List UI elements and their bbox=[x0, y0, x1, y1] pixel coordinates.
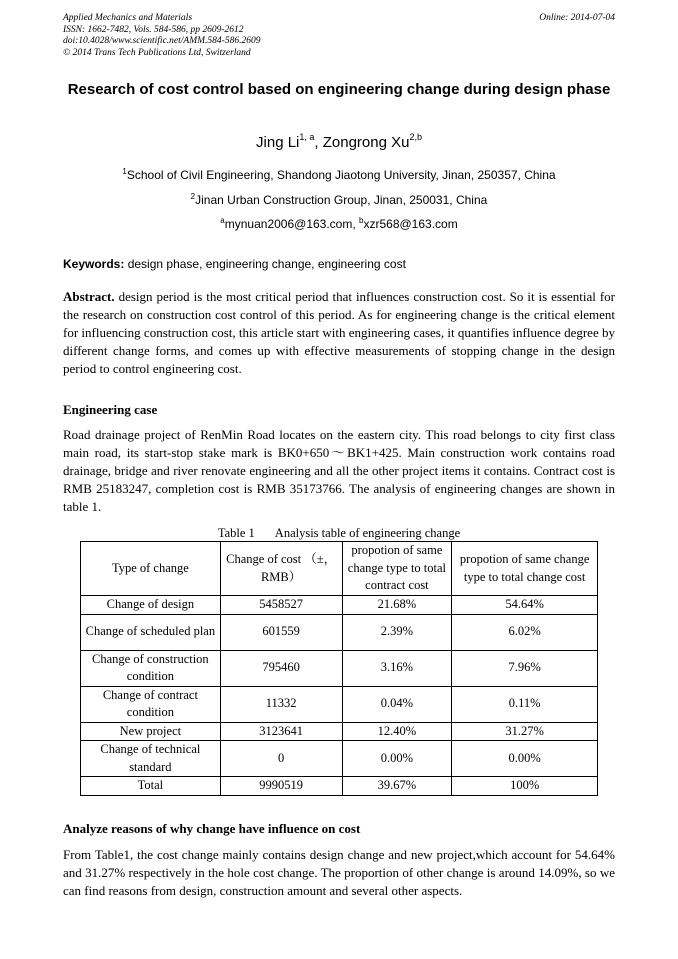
online-date: Online: 2014-07-04 bbox=[539, 13, 615, 23]
table-caption bbox=[63, 526, 615, 541]
table-cell: 0.04% bbox=[342, 686, 452, 722]
author-line bbox=[63, 134, 615, 151]
table-cell: Change of technical standard bbox=[81, 741, 221, 777]
table-header-cell: propotion of same change type to total change cost bbox=[452, 542, 598, 596]
table-row bbox=[81, 686, 598, 722]
affiliation-2 bbox=[63, 193, 615, 207]
table-cell: 0.00% bbox=[342, 741, 452, 777]
email-a: mynuan2006@163.com, bbox=[224, 217, 360, 231]
email-b: xzr568@163.com bbox=[363, 217, 458, 231]
section-body-engineering-case: Road drainage project of RenMin Road locates on the eastern city. This road belongs to city first class main road, its start-stop stake mark is BK0+650～BK1+425. Main construction work contains road drainage, bridge and river renovate engineering and all the other project items it contains. Contract cost is RMB 25183247, completion cost is RMB 35173766. The analysis of engineering changes are shown in table 1. bbox=[63, 427, 615, 514]
table-row bbox=[81, 722, 598, 741]
table-cell: 9990519 bbox=[220, 777, 342, 796]
abstract bbox=[63, 288, 615, 378]
keywords-label: Keywords: bbox=[63, 257, 125, 271]
affiliation-2-text: Jinan Urban Construction Group, Jinan, 250031, China bbox=[195, 193, 488, 207]
table-cell: 0.00% bbox=[452, 741, 598, 777]
affiliation-1 bbox=[63, 168, 615, 182]
table-row bbox=[81, 741, 598, 777]
table-caption-text: Analysis table of engineering change bbox=[274, 526, 461, 540]
journal-doi: doi:10.4028/www.scientific.net/AMM.584-586.2609 bbox=[63, 36, 261, 46]
table-cell: 795460 bbox=[220, 650, 342, 686]
table-cell: 39.67% bbox=[342, 777, 452, 796]
analysis-table bbox=[80, 541, 598, 796]
table-cell: 11332 bbox=[220, 686, 342, 722]
section-body-analyze-reasons: From Table1, the cost change mainly contains design change and new project,which account for 54.64% and 31.27% respectively in the hole cost change. The proportion of other change is around 14.09%, so we can find reasons from design, construction amount and several other aspects. bbox=[63, 847, 615, 898]
table-cell: Change of construction condition bbox=[81, 650, 221, 686]
table-cell: 5458527 bbox=[220, 596, 342, 615]
table-cell: 3.16% bbox=[342, 650, 452, 686]
author-2-sup: 2,b bbox=[409, 132, 422, 142]
table-cell: Total bbox=[81, 777, 221, 796]
table-row bbox=[81, 596, 598, 615]
table-row bbox=[81, 650, 598, 686]
affiliation-2-sup: 2 bbox=[190, 192, 196, 201]
table-cell: Change of scheduled plan bbox=[81, 614, 221, 650]
journal-header bbox=[63, 13, 260, 59]
abstract-text: design period is the most critical period that influences construction cost. So it is essential for the research on construction cost control of this period. As for engineering change is the critical element for influencing construction cost, this article start with engineering cases, it quantifies influence degree by different change forms, and comes up with effective measurements of stopping change in the design period to control engineering cost. bbox=[63, 289, 615, 376]
paper-title: Research of cost control based on engineering change during design phase bbox=[67, 81, 611, 98]
table-cell: 54.64% bbox=[452, 596, 598, 615]
table-cell: 6.02% bbox=[452, 614, 598, 650]
table-cell: New project bbox=[81, 722, 221, 741]
table-row bbox=[81, 777, 598, 796]
keywords bbox=[63, 257, 615, 271]
table-header-row bbox=[81, 542, 598, 596]
table-cell: 2.39% bbox=[342, 614, 452, 650]
author-1: Jing Li bbox=[256, 134, 300, 151]
affiliation-1-sup: 1 bbox=[122, 167, 127, 176]
table-header-cell: propotion of same change type to total contract cost bbox=[342, 542, 452, 596]
email-b-sup: b bbox=[359, 216, 364, 225]
author-2: Zongrong Xu bbox=[322, 134, 410, 151]
author-1-sup: 1, a bbox=[299, 132, 315, 142]
table-cell: 3123641 bbox=[220, 722, 342, 741]
journal-issn: ISSN: 1662-7482, Vols. 584-586, pp 2609-2612 bbox=[63, 24, 244, 35]
abstract-label: Abstract. bbox=[63, 289, 115, 304]
author-separator: , bbox=[314, 134, 323, 151]
email-a-sup: a bbox=[220, 216, 225, 225]
table-cell: 7.96% bbox=[452, 650, 598, 686]
table-cell: 21.68% bbox=[342, 596, 452, 615]
table-caption-number: Table 1 bbox=[217, 526, 255, 540]
table-cell: 0.11% bbox=[452, 686, 598, 722]
table-header-cell: Type of change bbox=[81, 542, 221, 596]
table-cell: 31.27% bbox=[452, 722, 598, 741]
journal-copyright: © 2014 Trans Tech Publications Ltd, Switzerland bbox=[63, 47, 251, 58]
section-heading-engineering-case: Engineering case bbox=[63, 402, 158, 417]
table-row bbox=[81, 614, 598, 650]
email-line bbox=[63, 217, 615, 231]
journal-name: Applied Mechanics and Materials bbox=[63, 13, 193, 23]
table-cell: 601559 bbox=[220, 614, 342, 650]
table-cell: Change of design bbox=[81, 596, 221, 615]
table-cell: 12.40% bbox=[342, 722, 452, 741]
table-cell: 0 bbox=[220, 741, 342, 777]
table-cell: 100% bbox=[452, 777, 598, 796]
keywords-text: design phase, engineering change, engineering cost bbox=[124, 257, 406, 271]
section-heading-analyze-reasons: Analyze reasons of why change have influence on cost bbox=[63, 821, 361, 836]
table-header-cell: Change of cost （±，RMB） bbox=[220, 542, 342, 596]
table-cell: Change of contract condition bbox=[81, 686, 221, 722]
affiliation-1-text: School of Civil Engineering, Shandong Jiaotong University, Jinan, 250357, China bbox=[126, 168, 556, 182]
